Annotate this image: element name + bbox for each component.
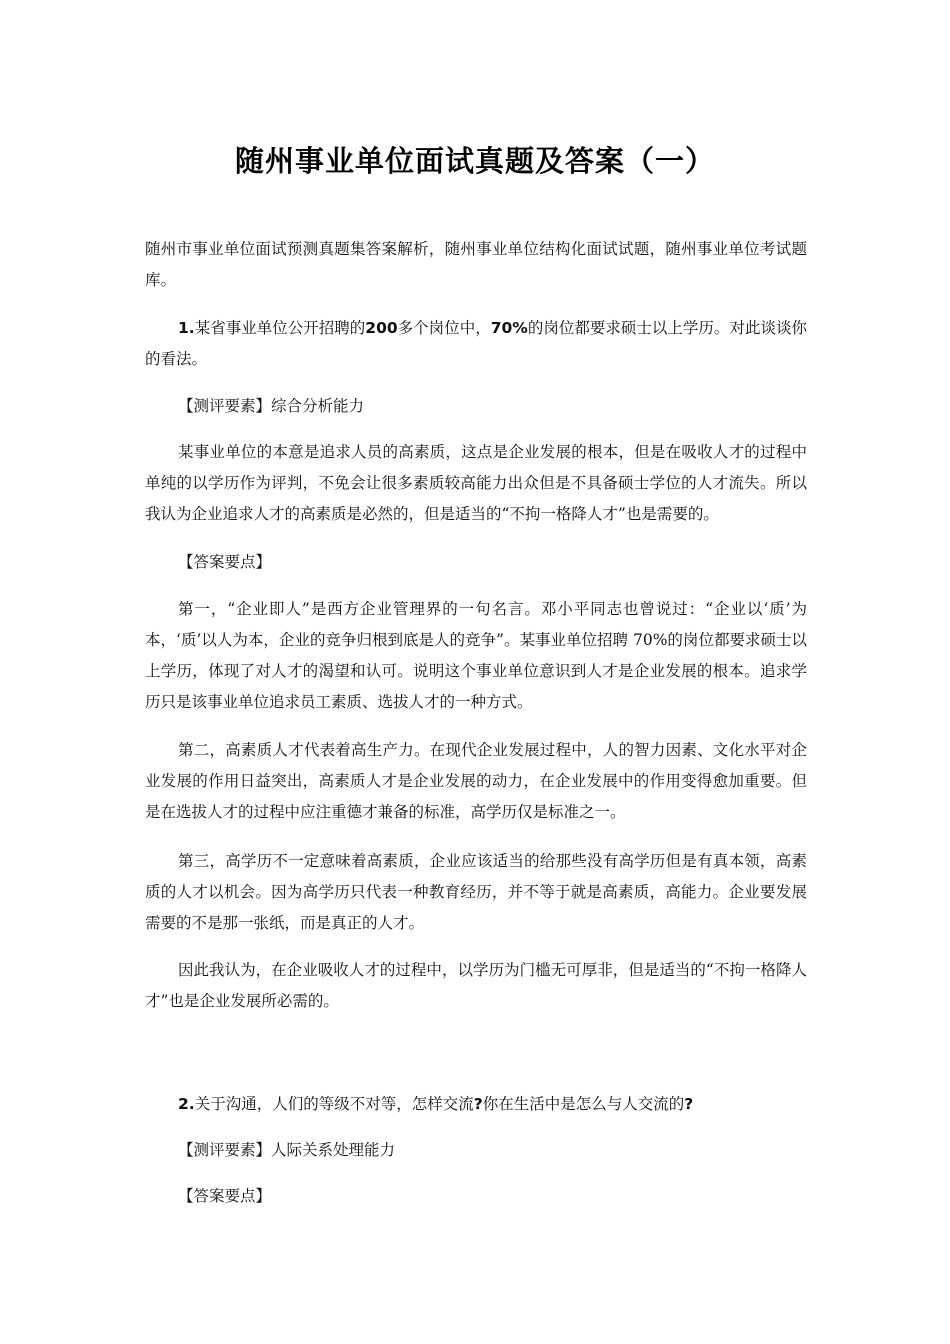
question-1-answer-label: 【答案要点】 (178, 553, 272, 571)
question-1-number-a: 200 (365, 319, 398, 337)
question-2-answer-label: 【答案要点】 (178, 1187, 272, 1205)
answer-point-1: 第一，“企业即人”是西方企业管理界的一句名言。邓小平同志也曾说过：“企业以‘质’为本，‘质’以人为本，企业的竞争归根到底是人的竞争”。某事业单位招聘 70%的岗位都要求硕士以上学历，体现了对人才的渴望和认可。说明这个事业单位意识到人才是企业发展的根本。追求学历只是该事业单位追求员工素质、选拔人才的一种方式。 (145, 600, 807, 711)
page-title: 随州事业单位面试真题及答案（一） (234, 144, 715, 178)
answer-point-3: 第三，高学历不一定意味着高素质，企业应该适当的给那些没有高学历但是有真本领，高素质的人才以机会。因为高学历只代表一种教育经历，并不等于就是高素质，高能力。企业要发展需要的不是那一张纸，而是真正的人才。 (145, 852, 807, 932)
question-2-eval-label: 【测评要素】人际关系处理能力 (178, 1141, 396, 1159)
answer-conclusion: 因此我认为，在企业吸收人才的过程中，以学历为门槛无可厚非，但是适当的“不拘一格降人才”也是企业发展所必需的。 (145, 961, 807, 1010)
intro-paragraph: 随州市事业单位面试预测真题集答案解析，随州事业单位结构化面试试题，随州事业单位考试题库。 (145, 240, 807, 289)
question-1-text-b: 多个岗位中， (397, 319, 491, 337)
question-1 (145, 313, 807, 375)
question-1-number-b: 70% (490, 319, 528, 337)
answer-point-2: 第二，高素质人才代表着高生产力。在现代企业发展过程中，人的智力因素、文化水平对企业发展的作用日益突出，高素质人才是企业发展的动力，在企业发展中的作用变得愈加重要。但是在选拔人才的过程中应注重德才兼备的标准，高学历仅是标准之一。 (145, 741, 807, 821)
question-1-number: 1. (178, 319, 195, 337)
question-2-qmark-b: ? (684, 1095, 694, 1113)
question-1-eval-label: 【测评要素】综合分析能力 (178, 397, 365, 415)
question-1-analysis: 某事业单位的本意是追求人员的高素质，这点是企业发展的根本，但是在吸收人才的过程中单纯的以学历作为评判，不免会让很多素质较高能力出众但是不具备硕士学位的人才流失。所以我认为企业追求人才的高素质是必然的，但是适当的“不拘一格降人才”也是需要的。 (145, 443, 807, 523)
question-2-qmark-a: ? (473, 1095, 483, 1113)
question-2-text-a: 关于沟通，人们的等级不对等，怎样交流 (194, 1095, 474, 1113)
question-1-text-a: 某省事业单位公开招聘的 (194, 319, 366, 337)
question-1-text-c: 的岗位都要求硕士以上学历。对此谈谈你的看法。 (145, 319, 807, 368)
question-2-text-b: 你在生活中是怎么与人交流的 (482, 1095, 685, 1113)
question-2 (178, 1089, 693, 1120)
question-2-number: 2. (178, 1095, 195, 1113)
